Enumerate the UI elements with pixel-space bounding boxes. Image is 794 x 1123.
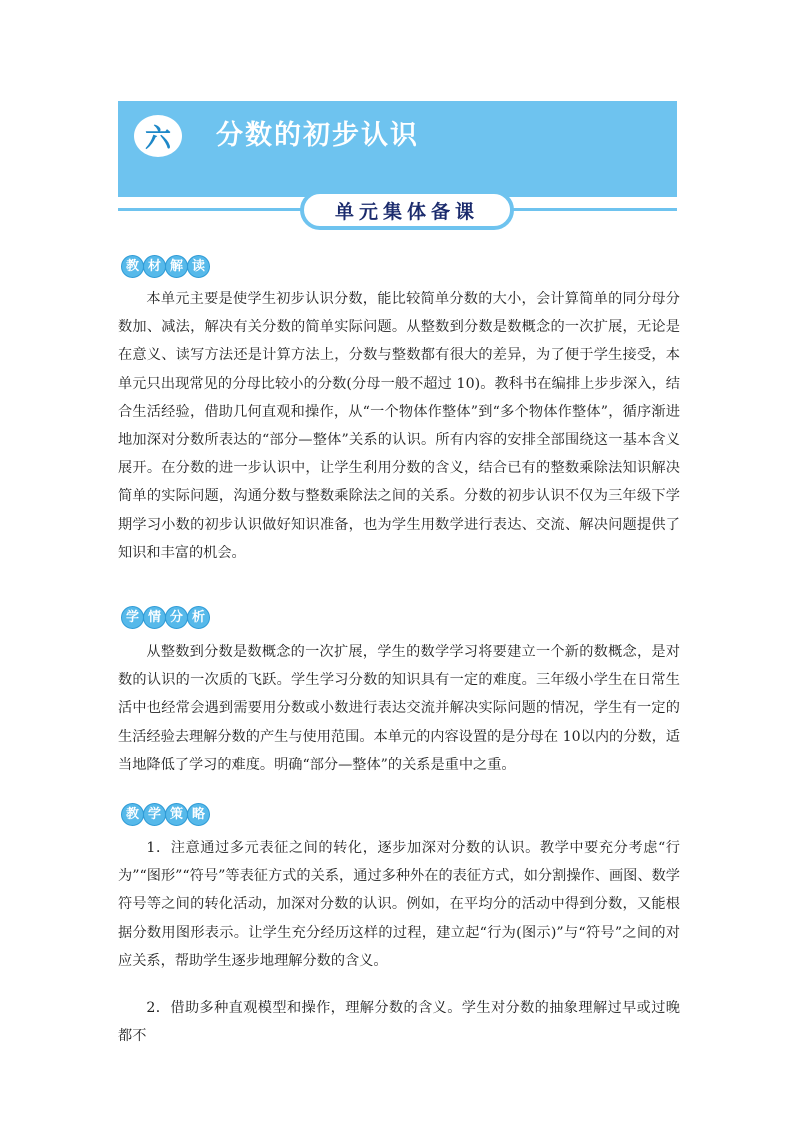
section-heading-teaching-strategy (121, 803, 209, 826)
paragraph: 本单元主要是使学生初步认识分数，能比较简单分数的大小，会计算简单的同分母分数加、减法，解决有关分数的简单实际问题。从整数到分数是数概念的一次扩展，无论是在意义、读写方法还是计算方法上，分数与整数都有很大的差异，为了便于学生接受，本单元只出现常见的分母比较小的分数(分母一般不超过 10)。教科书在编排上步步深入，结合生活经验，借助几何直观和操作，从“一个物体作整体”到“多个物体作整体”，循序渐进地加深对分数所表达的“部分—整体”关系的认识。所有内容的安排全部围绕这一基本含义展开。在分数的进一步认识中，让学生利用分数的含义，结合已有的整数乘除法知识解决简单的实际问题，沟通分数与整数乘除法之间的关系。分数的初步认识不仅为三年级下学期学习小数的初步认识做好知识准备，也为学生用数学进行表达、交流、解决问题提供了知识和丰富的机会。 (118, 291, 680, 561)
ribbon-label: 单元集体备课 (334, 200, 479, 223)
badge-char: 解 (165, 255, 188, 278)
badge-char: 教 (121, 255, 144, 278)
badge-char: 材 (143, 255, 166, 278)
badge-char: 分 (165, 606, 188, 629)
badge-char: 教 (121, 803, 144, 826)
unit-number-badge: 六 (134, 115, 182, 157)
badge-char: 策 (165, 803, 188, 826)
section-heading-textbook-reading (121, 255, 209, 278)
paragraph: 1．注意通过多元表征之间的转化，逐步加深对分数的认识。教学中要充分考虑“行为”“图形”“符号”等表征方式的关系，通过多种外在的表征方式，如分割操作、画图、数学符号等之间的转化活动，加深对分数的认识。例如，在平均分的活动中得到分数，又能根据分数用图形表示。让学生充分经历这样的过程，建立起“行为(图示)”与“符号”之间的对应关系，帮助学生逐步地理解分数的含义。 (118, 840, 680, 969)
paragraph: 从整数到分数是数概念的一次扩展，学生的数学学习将要建立一个新的数概念，是对数的认识的一次质的飞跃。学生学习分数的知识具有一定的难度。三年级小学生在日常生活中也经常会遇到需要用分数或小数进行表达交流并解决实际问题的情况，学生有一定的生活经验去理解分数的产生与使用范围。本单元的内容设置的是分母在 10以内的分数，适当地降低了学习的难度。明确“部分—整体”的关系是重中之重。 (118, 644, 680, 773)
unit-title: 分数的初步认识 (216, 120, 419, 151)
section-heading-student-analysis (121, 606, 209, 629)
badge-char: 学 (121, 606, 144, 629)
badge-char: 读 (187, 255, 210, 278)
badge-char: 析 (187, 606, 210, 629)
badge-char: 学 (143, 803, 166, 826)
badge-char: 情 (143, 606, 166, 629)
unit-ribbon (300, 190, 514, 230)
paragraph: 2．借助多种直观模型和操作，理解分数的含义。学生对分数的抽象理解过早或过晚都不 (118, 1000, 680, 1045)
badge-char: 略 (187, 803, 210, 826)
